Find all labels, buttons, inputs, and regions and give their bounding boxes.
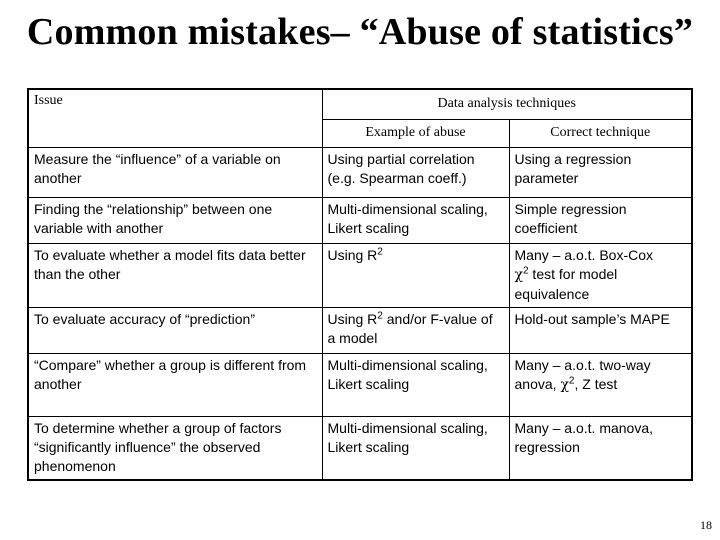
issue-cell: To evaluate whether a model fits data better than the other — [28, 243, 322, 307]
table-header-row — [28, 89, 692, 119]
issue-cell: To determine whether a group of factors “significantly influence” the observed phenomenon — [28, 416, 322, 480]
chi-symbol: χ — [560, 376, 569, 393]
header-correct-technique: Correct technique — [509, 119, 692, 147]
superscript: 2 — [377, 309, 383, 321]
abuse-text-line: (e.g. Spearman coeff.) — [327, 169, 467, 186]
correct-cell: Using a regression parameter — [509, 147, 692, 197]
abuse-cell: Multi-dimensional scaling, Likert scaling — [322, 353, 509, 416]
abuse-text: Using R — [327, 246, 378, 263]
header-example-of-abuse: Example of abuse — [322, 119, 509, 147]
abuse-cell — [322, 243, 509, 307]
correct-text: Many – a.o.t. Box-Cox — [514, 246, 654, 263]
superscript: 2 — [522, 264, 529, 276]
header-issue: Issue — [28, 89, 322, 147]
correct-cell: Simple regression coefficient — [509, 197, 692, 243]
table-row — [28, 147, 692, 197]
abuse-cell: Multi-dimensional scaling, Likert scaling — [322, 197, 509, 243]
correct-text: Many – a.o.t. two-way anova, — [514, 356, 651, 392]
correct-cell — [509, 243, 692, 307]
issue-cell: Finding the “relationship” between one variable with another — [28, 197, 322, 243]
table-row — [28, 197, 692, 243]
correct-cell: Many – a.o.t. manova, regression — [509, 416, 692, 480]
table-row — [28, 353, 692, 416]
correct-cell — [509, 353, 692, 416]
correct-cell: Hold-out sample’s MAPE — [509, 307, 692, 353]
abuse-text: and/or F-value of a model — [327, 310, 493, 346]
abuse-cell — [322, 147, 509, 197]
issue-cell: To evaluate accuracy of “prediction” — [28, 307, 322, 353]
table-row — [28, 243, 692, 307]
slide-title: Common mistakes– “Abuse of statistics” — [26, 11, 694, 53]
header-data-analysis-techniques: Data analysis techniques — [322, 89, 692, 119]
superscript: 2 — [377, 245, 383, 257]
correct-text: test for model equivalence — [514, 265, 618, 302]
abuse-of-statistics-table — [27, 88, 693, 481]
table-row — [28, 416, 692, 480]
superscript: 2 — [568, 374, 575, 386]
abuse-cell — [322, 307, 509, 353]
issue-cell: “Compare” whether a group is different from another — [28, 353, 322, 416]
abuse-text-line: Using partial correlation — [327, 150, 475, 167]
page-number: 18 — [700, 518, 712, 532]
correct-text: , Z test — [574, 375, 618, 392]
abuse-cell: Multi-dimensional scaling, Likert scaling — [322, 416, 509, 480]
chi-symbol: χ — [514, 266, 523, 283]
table-row — [28, 307, 692, 353]
abuse-text: Using R — [327, 310, 378, 327]
issue-cell: Measure the “influence” of a variable on another — [28, 147, 322, 197]
